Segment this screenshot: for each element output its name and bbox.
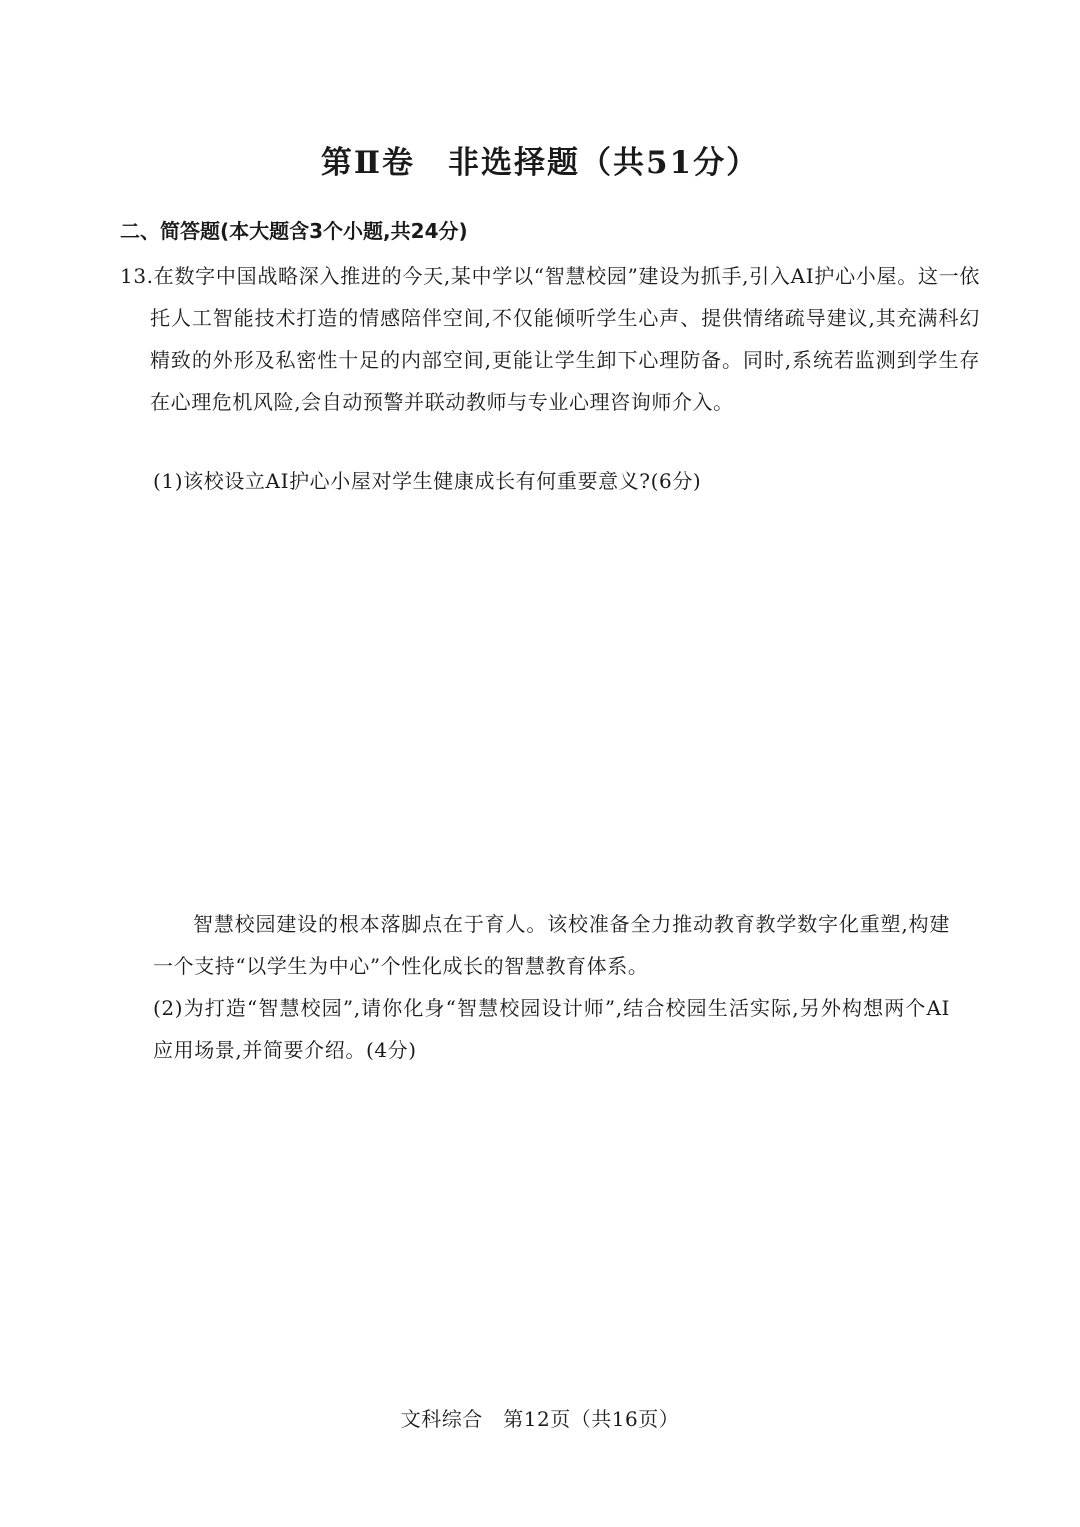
section-heading: 二、简答题(本大题含3个小题,共24分) [120, 219, 468, 243]
page-footer: 文科综合 第12页（共16页） [400, 1407, 680, 1431]
answer-space-2 [120, 1080, 950, 1390]
sub-question-1: (1)该校设立AI护心小屋对学生健康成长有何重要意义?(6分) [153, 469, 702, 493]
page-title: 第Ⅱ卷 非选择题（共51分） [320, 145, 760, 181]
question-13-stem [120, 255, 980, 423]
question-stem-text: 在数字中国战略深入推进的今天,某中学以“智慧校园”建设为抓手,引入AI护心小屋。这一依托人工智能技术打造的情感陪伴空间,不仅能倾听学生心声、提供情绪疏导建议,其充满科幻精致的外形及私密性十足的内部空间,更能让学生卸下心理防备。同时,系统若监测到学生存在心理危机风险,会自动预警并联动教师与专业心理咨询师介入。 [150, 264, 980, 414]
sub-question-2: (2)为打造“智慧校园”,请你化身“智慧校园设计师”,结合校园生活实际,另外构想两个AI应用场景,并简要介绍。(4分) [153, 996, 950, 1062]
material-paragraph: 智慧校园建设的根本落脚点在于育人。该校准备全力推动教育教学数字化重塑,构建一个支持“以学生为中心”个性化成长的智慧教育体系。 [153, 912, 950, 978]
question-number: 13. [120, 264, 154, 288]
answer-space-1 [120, 510, 950, 890]
